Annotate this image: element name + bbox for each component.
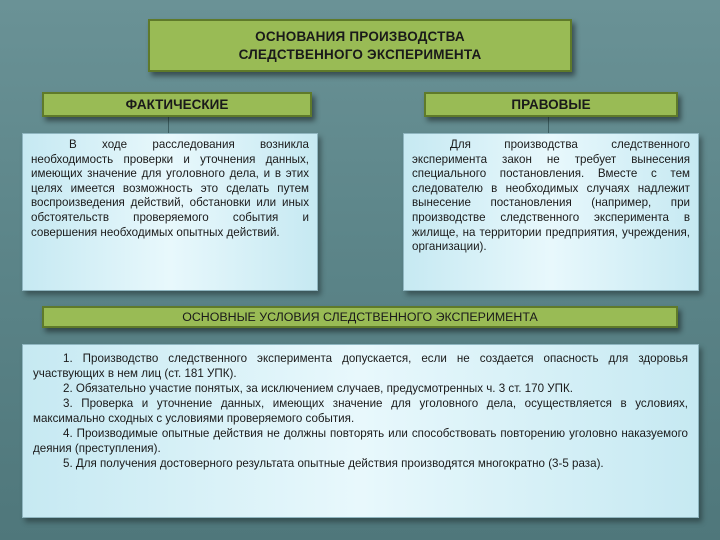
legal-grounds-header: ПРАВОВЫЕ: [424, 92, 678, 117]
condition-item: 3. Проверка и уточнение данных, имеющих значение для уголовного дела, осуществляется в условиях, максимально сходных с условиями проверяемого события.: [33, 397, 688, 425]
diagram-title: ОСНОВАНИЯ ПРОИЗВОДСТВА СЛЕДСТВЕННОГО ЭКСПЕРИМЕНТА: [238, 28, 482, 62]
condition-item: 4. Производимые опытные действия не должны повторять или способствовать повторению уголовно наказуемого деяния (преступления).: [33, 427, 688, 455]
factual-grounds-text: В ходе расследования возникла необходимость проверки и уточнения данных, имеющих значение для уголовного дела, и в этих целях имеется возможность это сделать путем воспроизведения действий, обстановки или иных обстоятельств проверяемого события и совершения необходимых опытных действий.: [31, 138, 309, 239]
condition-item: 2. Обязательно участие понятых, за исключением случаев, предусмотренных ч. 3 ст. 170 УПК.: [63, 382, 573, 395]
condition-item: 1. Производство следственного эксперимента допускается, если не создается опасность для здоровья участвующих в нем лиц (ст. 181 УПК).: [33, 352, 688, 380]
conditions-list: [22, 344, 699, 518]
legal-grounds-text: Для производства следственного эксперимента закон не требует вынесения специального постановления. Вместе с тем следователю в необходимых случаях надлежит вынесение постановления (например, при производстве следственного эксперимента в жилище, на территории предприятия, учреждения, организации).: [412, 138, 690, 254]
connector-right: [548, 117, 549, 133]
legal-grounds-box: [403, 133, 699, 291]
diagram-title-box: [148, 19, 572, 72]
factual-grounds-box: [22, 133, 318, 291]
conditions-header: ОСНОВНЫЕ УСЛОВИЯ СЛЕДСТВЕННОГО ЭКСПЕРИМЕНТА: [42, 306, 678, 328]
condition-item: 5. Для получения достоверного результата опытные действия производятся многократно (3-5 раза).: [63, 457, 604, 470]
factual-grounds-header: ФАКТИЧЕСКИЕ: [42, 92, 312, 117]
connector-left: [168, 117, 169, 133]
